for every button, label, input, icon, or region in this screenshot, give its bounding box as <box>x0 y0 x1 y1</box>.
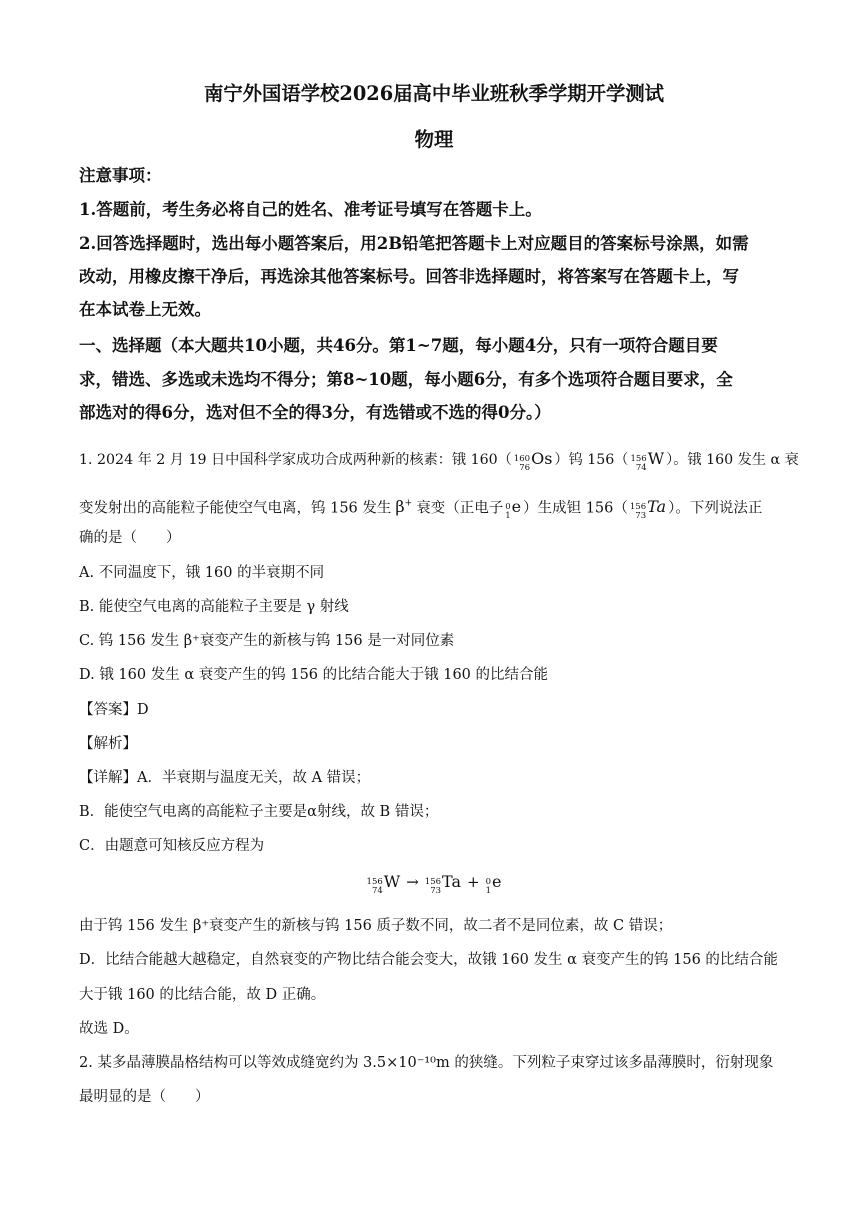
w-symbol: W <box>647 449 665 468</box>
ta-mass-number: 156 <box>629 502 647 513</box>
q2-stem-line-2: 最明显的是（ ） <box>79 1089 210 1105</box>
eq-w-nuclide <box>367 872 401 896</box>
q1-detail-1: 【详解】A．半衰期与温度无关，故 A 错误； <box>79 770 371 786</box>
reaction-arrow: → <box>406 873 419 891</box>
eq-w-symbol: W <box>383 872 401 891</box>
q2-stem-line-1: 2. 某多晶薄膜晶格结构可以等效成缝宽约为 3.5×10⁻¹⁰m 的狭缝。下列粒子束穿过该多晶薄膜时，衍射现象 <box>79 1055 774 1071</box>
positron-nuclide <box>505 497 521 521</box>
q1-stem-text-c: ）。锇 160 发生 α 衰 <box>666 452 799 468</box>
q1-analysis-heading: 【解析】 <box>79 736 137 752</box>
beta-letter: β <box>395 497 405 517</box>
notice-item-2-line-2: 改动，用橡皮擦干净后，再选涂其他答案标号。回答非选择题时，将答案写在答题卡上，写 <box>79 267 739 286</box>
eq-w-mass: 156 <box>366 877 383 887</box>
positron-symbol: e <box>511 497 522 517</box>
section1-line-2: 求，错选、多选或未选均不得分；第8~10题，每小题6分，有多个选项符合题目要求，全 <box>79 370 733 389</box>
notice-item-1: 1.答题前，考生务必将自己的姓名、准考证号填写在答题卡上。 <box>79 200 542 219</box>
q1-answer: 【答案】D <box>79 702 149 718</box>
q1-detail-2: B．能使空气电离的高能粒子主要是α射线，故 B 错误； <box>79 804 439 820</box>
section1-line-3: 部选对的得6分，选对但不全的得3分，有选错或不选的得0分。） <box>79 403 551 422</box>
os-atomic-number: 76 <box>519 463 531 473</box>
notice-heading: 注意事项： <box>79 166 162 185</box>
q1-option-c: C. 钨 156 发生 β⁺衰变产生的新核与钨 156 是一对同位素 <box>79 633 455 649</box>
q1-stem-line-1 <box>79 449 799 473</box>
eq-w-z: 74 <box>371 886 383 896</box>
beta-superscript: + <box>404 499 413 509</box>
q1-stem-text-g: ）。下列说法正 <box>668 500 763 517</box>
q1-conclusion: 故选 D。 <box>79 1021 139 1037</box>
eq-e-nuclide <box>486 872 502 896</box>
q1-stem-text-a: 1. 2024 年 2 月 19 日中国科学家成功合成两种新的核素：锇 160（ <box>79 452 512 468</box>
notice-item-2-line-1: 2.回答选择题时，选出每小题答案后，用2B铅笔把答题卡上对应题目的答案标号涂黑，如需 <box>79 234 749 253</box>
q1-detail-5-line-1: D．比结合能越大越稳定，自然衰变的产物比结合能会变大，故锇 160 发生 α 衰变产生的钨 156 的比结合能 <box>79 952 778 968</box>
eq-ta-mass: 156 <box>424 877 442 887</box>
q1-detail-3: C．由题意可知核反应方程为 <box>79 838 265 854</box>
os-mass-number: 160 <box>513 454 531 464</box>
q1-detail-4: 由于钨 156 发生 β⁺衰变产生的新核与钨 156 质子数不同，故二者不是同位素，故 C 错误； <box>79 918 673 934</box>
beta-plus-symbol <box>395 497 412 516</box>
q1-stem-text-b: ）钨 156（ <box>554 452 629 468</box>
eq-e-mass: 0 <box>485 877 491 887</box>
plus-sign: + <box>467 873 480 891</box>
q1-stem-line-3: 确的是（ ） <box>79 530 181 546</box>
q1-option-b: B. 能使空气电离的高能粒子主要是 γ 射线 <box>79 599 349 615</box>
exam-title: 南宁外国语学校2026届高中毕业班秋季学期开学测试 <box>203 82 665 105</box>
eq-ta-symbol: Ta <box>442 872 461 891</box>
notice-item-2-line-3: 在本试卷上无效。 <box>79 300 211 319</box>
q1-stem-text-e: 衰变（正电子 <box>416 500 504 517</box>
eq-e-z: 1 <box>485 886 491 896</box>
os-nuclide <box>514 449 553 473</box>
os-symbol: Os <box>531 449 553 468</box>
q1-stem-line-2 <box>79 494 762 521</box>
q1-option-a: A. 不同温度下，锇 160 的半衰期不同 <box>79 565 325 581</box>
section1-line-1: 一、选择题（本大题共10小题，共46分。第1~7题，每小题4分，只有一项符合题目要 <box>79 336 718 355</box>
positron-mass-number: 0 <box>505 502 511 513</box>
ta-symbol: Ta <box>647 497 667 517</box>
w-mass-number: 156 <box>630 454 647 464</box>
subject-title: 物理 <box>414 128 454 151</box>
eq-e-symbol: e <box>492 872 502 891</box>
q1-option-d: D. 锇 160 发生 α 衰变产生的钨 156 的比结合能大于锇 160 的比结合能 <box>79 667 549 683</box>
eq-ta-z: 73 <box>430 886 442 896</box>
q1-stem-text-f: ）生成钽 156（ <box>523 500 628 517</box>
eq-ta-nuclide <box>425 872 461 896</box>
q1-detail-5-line-2: 大于锇 160 的比结合能，故 D 正确。 <box>79 987 326 1003</box>
nuclear-equation <box>0 872 868 896</box>
positron-charge-number: 1 <box>505 511 511 522</box>
ta-atomic-number: 73 <box>635 511 647 522</box>
w-nuclide <box>630 449 664 473</box>
ta-nuclide <box>630 497 666 521</box>
q1-stem-text-d: 变发射出的高能粒子能使空气电离，钨 156 发生 <box>79 500 392 517</box>
w-atomic-number: 74 <box>635 463 647 473</box>
